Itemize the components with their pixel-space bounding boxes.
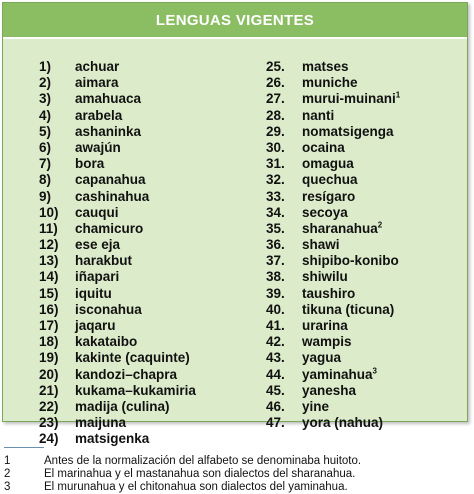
panel-header — [3, 3, 467, 39]
language-item — [39, 253, 196, 269]
language-name: yanesha — [302, 382, 357, 398]
language-number: 12) — [39, 237, 59, 253]
footnote-number: 2 — [4, 468, 11, 480]
language-name: chamicuro — [75, 220, 144, 236]
language-item — [266, 205, 400, 221]
language-number: 9) — [39, 188, 52, 204]
language-item — [266, 59, 400, 75]
language-name: ocaina — [302, 139, 345, 155]
language-number: 43. — [266, 350, 285, 366]
language-name: shiwilu — [302, 269, 348, 285]
language-item — [39, 172, 196, 188]
footnote — [4, 468, 361, 481]
language-number: 35. — [266, 220, 285, 236]
language-name: cashinahua — [75, 188, 150, 204]
language-list-left — [39, 59, 196, 448]
panel-title: LENGUAS VIGENTES — [155, 11, 315, 29]
language-item — [39, 91, 196, 107]
language-item — [39, 269, 196, 285]
language-item — [39, 108, 196, 124]
language-number: 28. — [266, 107, 285, 123]
language-item — [266, 189, 400, 205]
language-item — [266, 302, 400, 318]
footnotes-list — [4, 455, 361, 494]
footnote-number: 3 — [4, 481, 11, 493]
language-item — [39, 302, 196, 318]
language-name: sharanahua — [302, 220, 378, 236]
language-item — [39, 221, 196, 237]
language-name: iquitu — [75, 285, 112, 301]
language-number: 11) — [39, 220, 58, 236]
language-item — [266, 269, 400, 285]
language-item — [266, 367, 400, 383]
language-name: capanahua — [75, 172, 146, 188]
language-number: 40. — [266, 301, 285, 317]
language-name: murui-muinani — [302, 91, 396, 107]
language-number: 2) — [39, 75, 52, 91]
language-number: 7) — [39, 156, 52, 172]
language-name: yora (nahua) — [302, 415, 384, 431]
language-number: 44. — [266, 366, 285, 382]
languages-panel — [2, 2, 468, 447]
language-name: isconahua — [75, 301, 142, 317]
language-number: 47. — [266, 415, 285, 431]
language-item — [39, 124, 196, 140]
language-item — [266, 318, 400, 334]
language-name: achuar — [75, 59, 120, 74]
language-number: 42. — [266, 334, 285, 350]
language-name: shipibo-konibo — [302, 253, 399, 269]
language-number: 6) — [39, 139, 52, 155]
language-number: 33. — [266, 188, 285, 204]
language-name: harakbut — [75, 253, 133, 269]
language-name: urarina — [302, 318, 348, 333]
language-name: yaminahua — [302, 366, 373, 382]
language-name: nomatsigenga — [302, 123, 394, 139]
language-number: 31. — [266, 156, 285, 172]
language-number: 5) — [39, 123, 52, 139]
language-number: 23) — [39, 415, 59, 431]
language-item — [39, 431, 196, 447]
language-name: awajún — [75, 139, 121, 155]
language-item — [39, 367, 196, 383]
language-name: kukama–kukamiria — [75, 382, 196, 398]
language-item — [39, 383, 196, 399]
language-number: 39. — [266, 285, 285, 301]
language-name: tikuna (ticuna) — [302, 301, 395, 317]
language-number: 37. — [266, 253, 285, 269]
footnote-marker: 3 — [372, 366, 377, 376]
language-number: 38. — [266, 269, 285, 285]
language-number: 19) — [39, 350, 59, 366]
footnote-text: El murunahua y el chitonahua son dialectos del yaminahua. — [44, 481, 348, 493]
language-number: 14) — [39, 269, 59, 285]
language-item — [39, 140, 196, 156]
language-name: aimara — [75, 75, 119, 91]
language-name: amahuaca — [75, 91, 142, 107]
footnote-text: El marinahua y el mastanahua son dialectos del sharanahua. — [44, 468, 356, 480]
language-number: 46. — [266, 398, 285, 414]
language-number: 21) — [39, 382, 59, 398]
language-item — [39, 350, 196, 366]
language-name: taushiro — [302, 285, 356, 301]
language-number: 29. — [266, 123, 285, 139]
language-name: ese eja — [75, 237, 121, 253]
language-list-right — [266, 59, 400, 431]
footnote-number: 1 — [4, 455, 11, 467]
language-item — [266, 415, 400, 431]
language-item — [266, 253, 400, 269]
language-name: yagua — [302, 350, 342, 366]
language-number: 20) — [39, 366, 59, 382]
footnote — [4, 455, 361, 468]
language-name: iñapari — [75, 269, 120, 285]
language-name: bora — [75, 156, 105, 172]
language-item — [39, 156, 196, 172]
language-item — [266, 334, 400, 350]
footnote-text: Antes de la normalización del alfabeto se denominaba huitoto. — [44, 455, 362, 467]
language-number: 30. — [266, 139, 285, 155]
language-item — [39, 415, 196, 431]
language-number: 10) — [39, 204, 59, 220]
language-number: 15) — [39, 285, 59, 301]
language-item — [39, 189, 196, 205]
language-number: 1) — [39, 59, 52, 74]
language-item — [266, 124, 400, 140]
language-number: 8) — [39, 172, 52, 188]
language-name: matsigenka — [75, 431, 150, 447]
language-item — [39, 59, 196, 75]
language-item — [266, 221, 400, 237]
language-name: yine — [302, 398, 330, 414]
language-item — [39, 75, 196, 91]
language-name: matses — [302, 59, 349, 74]
language-number: 25. — [266, 59, 285, 74]
language-number: 13) — [39, 253, 59, 269]
language-item — [266, 350, 400, 366]
language-name: ashaninka — [75, 123, 142, 139]
language-item — [39, 286, 196, 302]
language-item — [39, 399, 196, 415]
language-name: maijuna — [75, 415, 127, 431]
language-name: cauqui — [75, 204, 119, 220]
language-name: nanti — [302, 107, 335, 123]
language-number: 18) — [39, 334, 59, 350]
language-item — [266, 399, 400, 415]
language-number: 27. — [266, 91, 285, 107]
language-name: arabela — [75, 107, 123, 123]
footnote-marker: 1 — [395, 90, 401, 100]
language-number: 34. — [266, 204, 285, 220]
language-number: 26. — [266, 75, 285, 91]
language-number: 36. — [266, 237, 285, 253]
language-item — [39, 318, 196, 334]
language-name: kakinte (caquinte) — [75, 350, 190, 366]
language-name: jaqaru — [75, 318, 116, 333]
language-name: resígaro — [302, 188, 356, 204]
language-number: 45. — [266, 382, 285, 398]
language-item — [266, 383, 400, 399]
language-name: muniche — [302, 75, 358, 91]
language-name: shawi — [302, 237, 340, 253]
language-item — [266, 237, 400, 253]
footnote-divider — [4, 447, 44, 448]
language-name: secoya — [302, 204, 348, 220]
language-name: omagua — [302, 156, 354, 172]
language-name: quechua — [302, 172, 358, 188]
footnote-marker: 2 — [377, 220, 383, 230]
language-item — [266, 108, 400, 124]
language-item — [266, 156, 400, 172]
footnote — [4, 481, 361, 494]
language-number: 24) — [39, 431, 59, 447]
language-number: 16) — [39, 301, 59, 317]
language-item — [39, 334, 196, 350]
language-item — [39, 205, 196, 221]
language-item — [266, 75, 400, 91]
language-number: 41. — [266, 318, 285, 333]
language-item — [266, 172, 400, 188]
language-name: madija (culina) — [75, 398, 170, 414]
language-item — [266, 140, 400, 156]
language-item — [39, 237, 196, 253]
language-number: 22) — [39, 398, 59, 414]
language-number: 4) — [39, 107, 52, 123]
language-name: kakataibo — [75, 334, 138, 350]
language-item — [266, 286, 400, 302]
language-number: 32. — [266, 172, 285, 188]
language-name: wampis — [302, 334, 352, 350]
language-number: 3) — [39, 91, 52, 107]
language-number: 17) — [39, 318, 59, 333]
language-item — [266, 91, 400, 107]
language-name: kandozi–chapra — [75, 366, 178, 382]
